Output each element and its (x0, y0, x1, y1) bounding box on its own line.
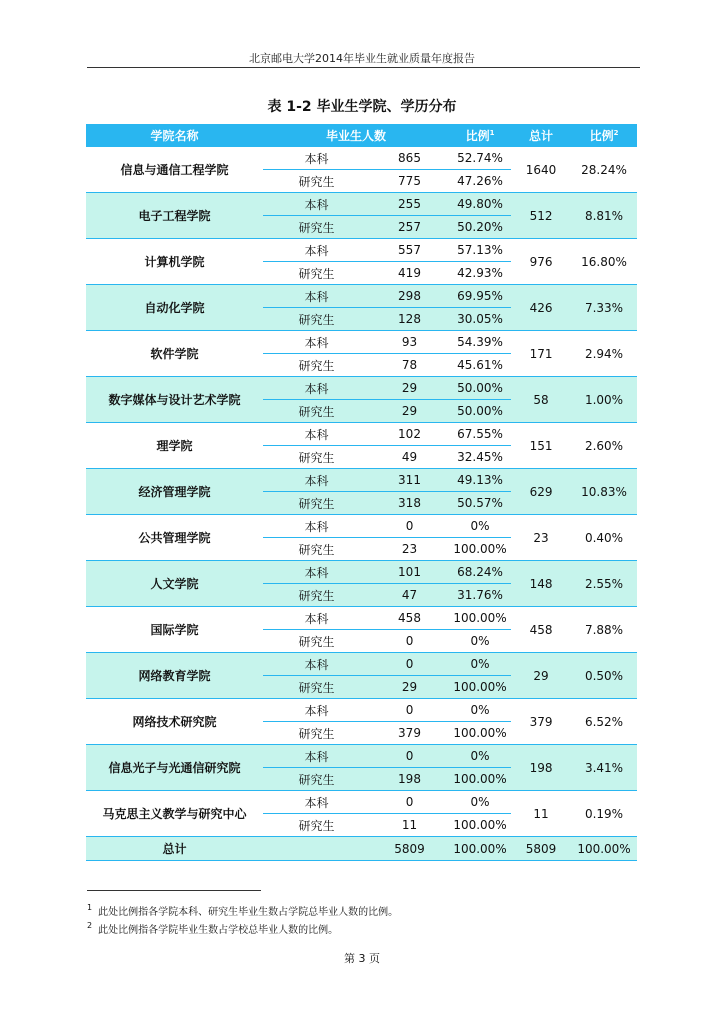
degree-level: 研究生 (263, 216, 370, 239)
college-name: 电子工程学院 (86, 193, 263, 239)
table-row (86, 423, 637, 446)
degree-level: 研究生 (263, 400, 370, 423)
level-ratio: 47.26% (449, 170, 511, 193)
col-ratio1 (449, 124, 511, 147)
college-total: 458 (511, 607, 571, 653)
college-total: 379 (511, 699, 571, 745)
totals-row (86, 837, 637, 861)
graduate-count: 311 (370, 469, 449, 492)
degree-level: 本科 (263, 239, 370, 262)
graduate-count: 29 (370, 676, 449, 699)
graduate-count: 0 (370, 745, 449, 768)
footnote-ref-2: 2 (613, 129, 619, 137)
table-row (86, 607, 637, 630)
level-ratio: 42.93% (449, 262, 511, 285)
level-ratio: 0% (449, 515, 511, 538)
graduate-count: 101 (370, 561, 449, 584)
college-name: 经济管理学院 (86, 469, 263, 515)
graduate-count: 11 (370, 814, 449, 837)
graduate-count: 775 (370, 170, 449, 193)
degree-level: 本科 (263, 193, 370, 216)
level-ratio: 0% (449, 745, 511, 768)
college-ratio: 2.55% (571, 561, 637, 607)
college-name: 网络技术研究院 (86, 699, 263, 745)
level-ratio: 49.80% (449, 193, 511, 216)
col-ratio1-label: 比例 (465, 129, 490, 143)
college-name: 自动化学院 (86, 285, 263, 331)
footnote-1-mark: 1 (87, 903, 93, 912)
totals-total: 5809 (511, 837, 571, 861)
graduate-count: 419 (370, 262, 449, 285)
footnote-rule (87, 890, 261, 891)
degree-level: 本科 (263, 423, 370, 446)
degree-level: 研究生 (263, 262, 370, 285)
footnote-1-text: 此处比例指各学院本科、研究生毕业生数占学院总毕业人数的比例。 (98, 907, 399, 918)
level-ratio: 30.05% (449, 308, 511, 331)
college-name: 公共管理学院 (86, 515, 263, 561)
college-name: 信息光子与光通信研究院 (86, 745, 263, 791)
college-total: 58 (511, 377, 571, 423)
level-ratio: 68.24% (449, 561, 511, 584)
totals-pct: 100.00% (449, 837, 511, 861)
col-college: 学院名称 (86, 124, 263, 147)
college-name: 信息与通信工程学院 (86, 147, 263, 193)
graduate-count: 0 (370, 791, 449, 814)
col-ratio2-label: 比例 (589, 129, 614, 143)
graduate-count: 49 (370, 446, 449, 469)
college-ratio: 1.00% (571, 377, 637, 423)
page-number: 第 3 页 (344, 952, 380, 965)
college-total: 426 (511, 285, 571, 331)
degree-level: 研究生 (263, 768, 370, 791)
college-total: 198 (511, 745, 571, 791)
degree-level: 研究生 (263, 676, 370, 699)
degree-level: 研究生 (263, 170, 370, 193)
college-name: 马克思主义教学与研究中心 (86, 791, 263, 837)
degree-level: 本科 (263, 285, 370, 308)
level-ratio: 0% (449, 653, 511, 676)
totals-label: 总计 (86, 837, 263, 861)
table-row (86, 745, 637, 768)
degree-level: 本科 (263, 561, 370, 584)
header-rule (87, 67, 640, 68)
college-ratio: 2.60% (571, 423, 637, 469)
college-total: 171 (511, 331, 571, 377)
degree-level: 本科 (263, 515, 370, 538)
table-row (86, 285, 637, 308)
college-name: 人文学院 (86, 561, 263, 607)
degree-level: 研究生 (263, 492, 370, 515)
level-ratio: 100.00% (449, 768, 511, 791)
degree-level: 本科 (263, 331, 370, 354)
table-row (86, 699, 637, 722)
college-ratio: 0.50% (571, 653, 637, 699)
degree-level: 研究生 (263, 630, 370, 653)
table-header-row (86, 124, 637, 147)
degree-level: 本科 (263, 377, 370, 400)
degree-level: 本科 (263, 469, 370, 492)
college-total: 29 (511, 653, 571, 699)
college-ratio: 16.80% (571, 239, 637, 285)
graduate-count: 198 (370, 768, 449, 791)
college-name: 国际学院 (86, 607, 263, 653)
footnote-2 (87, 921, 338, 936)
page-header: 北京邮电大学2014年毕业生就业质量年度报告 (249, 52, 475, 65)
graduate-count: 557 (370, 239, 449, 262)
level-ratio: 0% (449, 791, 511, 814)
degree-level: 研究生 (263, 308, 370, 331)
graduate-count: 128 (370, 308, 449, 331)
college-total: 148 (511, 561, 571, 607)
graduate-count: 298 (370, 285, 449, 308)
level-ratio: 100.00% (449, 722, 511, 745)
college-ratio: 8.81% (571, 193, 637, 239)
college-total: 151 (511, 423, 571, 469)
college-ratio: 2.94% (571, 331, 637, 377)
level-ratio: 50.00% (449, 400, 511, 423)
college-ratio: 7.33% (571, 285, 637, 331)
degree-level: 本科 (263, 699, 370, 722)
degree-level: 研究生 (263, 538, 370, 561)
college-ratio: 28.24% (571, 147, 637, 193)
graduate-count: 102 (370, 423, 449, 446)
degree-level: 研究生 (263, 584, 370, 607)
level-ratio: 0% (449, 630, 511, 653)
degree-level: 研究生 (263, 354, 370, 377)
footnote-2-text: 此处比例指各学院毕业生数占学校总毕业人数的比例。 (98, 925, 339, 936)
college-name: 计算机学院 (86, 239, 263, 285)
college-ratio: 6.52% (571, 699, 637, 745)
graduate-count: 0 (370, 699, 449, 722)
table-row (86, 791, 637, 814)
graduate-count: 318 (370, 492, 449, 515)
graduate-count: 257 (370, 216, 449, 239)
college-total: 976 (511, 239, 571, 285)
graduate-count: 47 (370, 584, 449, 607)
degree-level: 本科 (263, 791, 370, 814)
level-ratio: 67.55% (449, 423, 511, 446)
degree-level: 研究生 (263, 814, 370, 837)
graduates-table (86, 124, 637, 861)
level-ratio: 50.57% (449, 492, 511, 515)
graduate-count: 78 (370, 354, 449, 377)
table-row (86, 331, 637, 354)
graduate-count: 0 (370, 630, 449, 653)
graduate-count: 23 (370, 538, 449, 561)
footnote-ref-1: 1 (489, 129, 495, 137)
level-ratio: 0% (449, 699, 511, 722)
college-total: 629 (511, 469, 571, 515)
college-name: 网络教育学院 (86, 653, 263, 699)
table-row (86, 653, 637, 676)
degree-level: 本科 (263, 745, 370, 768)
level-ratio: 69.95% (449, 285, 511, 308)
level-ratio: 100.00% (449, 538, 511, 561)
totals-count: 5809 (370, 837, 449, 861)
table-row (86, 239, 637, 262)
graduate-count: 379 (370, 722, 449, 745)
college-name: 理学院 (86, 423, 263, 469)
table-row (86, 469, 637, 492)
level-ratio: 50.00% (449, 377, 511, 400)
table-caption: 表 1-2 毕业生学院、学历分布 (267, 99, 457, 115)
college-name: 软件学院 (86, 331, 263, 377)
college-total: 512 (511, 193, 571, 239)
footnote-2-mark: 2 (87, 921, 93, 930)
graduate-count: 865 (370, 147, 449, 170)
footnote-1 (87, 903, 398, 918)
graduate-count: 0 (370, 515, 449, 538)
level-ratio: 100.00% (449, 814, 511, 837)
college-total: 23 (511, 515, 571, 561)
table-row (86, 193, 637, 216)
level-ratio: 52.74% (449, 147, 511, 170)
level-ratio: 100.00% (449, 676, 511, 699)
degree-level: 本科 (263, 607, 370, 630)
level-ratio: 50.20% (449, 216, 511, 239)
level-ratio: 32.45% (449, 446, 511, 469)
level-ratio: 49.13% (449, 469, 511, 492)
col-total: 总计 (511, 124, 571, 147)
graduate-count: 29 (370, 400, 449, 423)
graduate-count: 0 (370, 653, 449, 676)
col-graduates: 毕业生人数 (263, 124, 449, 147)
table-row (86, 515, 637, 538)
degree-level: 研究生 (263, 722, 370, 745)
level-ratio: 45.61% (449, 354, 511, 377)
degree-level: 研究生 (263, 446, 370, 469)
totals-blank (263, 837, 370, 861)
totals-ratio: 100.00% (571, 837, 637, 861)
level-ratio: 57.13% (449, 239, 511, 262)
college-ratio: 0.40% (571, 515, 637, 561)
college-ratio: 10.83% (571, 469, 637, 515)
level-ratio: 31.76% (449, 584, 511, 607)
level-ratio: 54.39% (449, 331, 511, 354)
college-ratio: 0.19% (571, 791, 637, 837)
college-ratio: 3.41% (571, 745, 637, 791)
table-body (86, 147, 637, 861)
level-ratio: 100.00% (449, 607, 511, 630)
college-ratio: 7.88% (571, 607, 637, 653)
graduate-count: 29 (370, 377, 449, 400)
table-row (86, 147, 637, 170)
graduate-count: 458 (370, 607, 449, 630)
graduate-count: 93 (370, 331, 449, 354)
college-total: 1640 (511, 147, 571, 193)
table-row (86, 561, 637, 584)
col-ratio2 (571, 124, 637, 147)
degree-level: 本科 (263, 147, 370, 170)
college-total: 11 (511, 791, 571, 837)
college-name: 数字媒体与设计艺术学院 (86, 377, 263, 423)
degree-level: 本科 (263, 653, 370, 676)
graduate-count: 255 (370, 193, 449, 216)
table-row (86, 377, 637, 400)
